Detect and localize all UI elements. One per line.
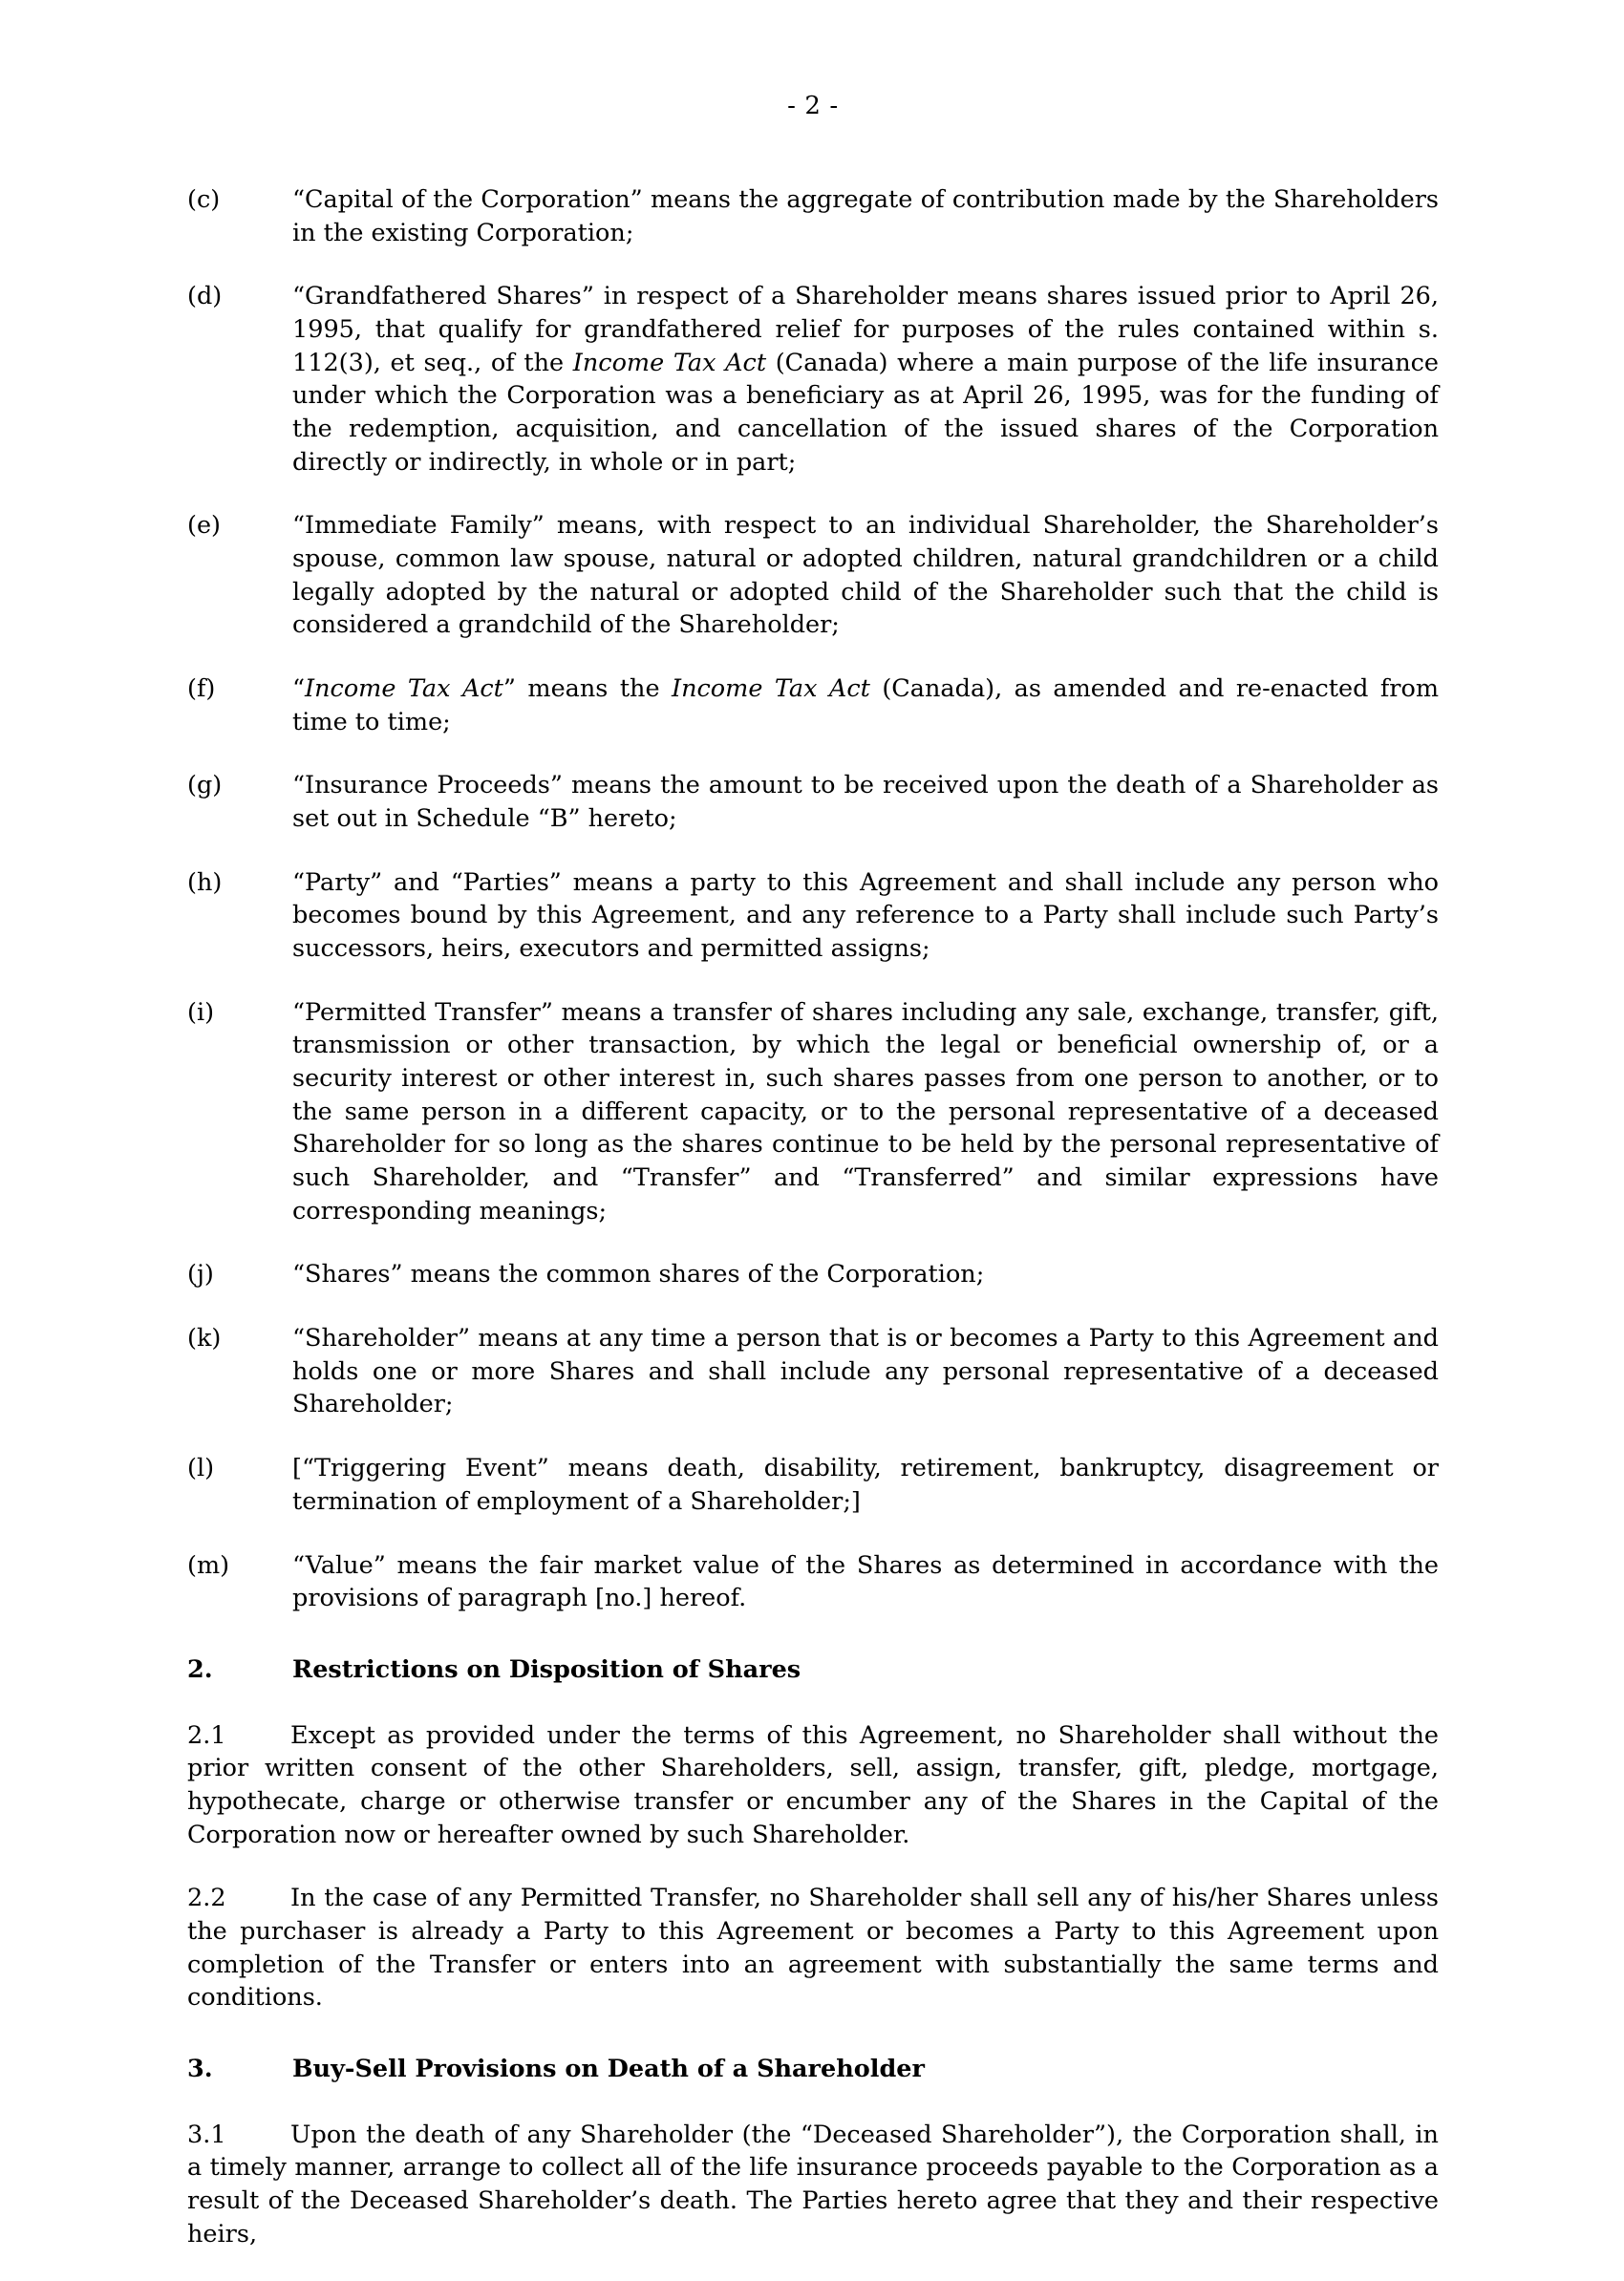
paragraph-2-1 — [187, 1719, 1439, 1852]
section-3-number: 3. — [187, 2054, 213, 2083]
clause-item — [187, 866, 1439, 966]
paragraph-2-2-number: 2.2 — [187, 1884, 226, 1913]
section-2-title: Restrictions on Disposition of Shares — [292, 1654, 801, 1684]
clause-label: (i) — [187, 997, 215, 1027]
clause-text — [292, 672, 1439, 738]
clause-text: “Permitted Transfer” means a transfer of shares including any sale, exchange, transfer, gift, transmission or other transaction, by which the legal or beneficial ownership of, or a security interest or other interest in, such shares passes from one person to another, or to the same person in a different capacity, or to the personal representative of a deceased Shareholder for so long as the shares continue to be held by the personal representative of such Shareholder, and “Transfer” and “Transferred” and similar expressions have corresponding meanings; — [292, 997, 1439, 1226]
clause-text-italic-run: Income Tax Act — [305, 674, 503, 704]
clause-item — [187, 280, 1439, 479]
clause-text-run: (Canada) where a main purpose of the life insurance under which the Corporation was a beneficiary as at April 26, 1995, was for the funding of the redemption, acquisition, and cancellation of the issued shares of the Corporation directly or indirectly, in whole or in part; — [292, 348, 1440, 477]
paragraph-3-1-number: 3.1 — [187, 2120, 226, 2149]
clause-item — [187, 1549, 1439, 1615]
clause-item — [187, 769, 1439, 835]
clause-item — [187, 996, 1439, 1228]
section-heading-3 — [187, 2053, 1439, 2086]
clause-label: (m) — [187, 1550, 230, 1580]
clause-text — [292, 280, 1439, 479]
section-heading-2 — [187, 1653, 1439, 1687]
clause-label: (j) — [187, 1260, 214, 1290]
definitions-clause-list — [187, 183, 1439, 1615]
clause-item — [187, 509, 1439, 642]
clause-text-italic-run: Income Tax Act — [572, 348, 767, 377]
clause-text: “Shareholder” means at any time a person that is or becomes a Party to this Agreement and holds one or more Shares and shall include any personal representative of a deceased Shareholder; — [292, 1324, 1439, 1419]
clause-label: (e) — [187, 511, 221, 541]
clause-text: “Capital of the Corporation” means the aggregate of contribution made by the Shareholders in the existing Corporation; — [292, 185, 1439, 247]
clause-label: (f) — [187, 674, 216, 704]
paragraph-3-1 — [187, 2119, 1439, 2251]
page-number-header: - 2 - — [787, 92, 839, 120]
clause-item — [187, 183, 1439, 249]
clause-text-run: “ — [292, 674, 306, 704]
clause-text-run: ” means the — [502, 674, 673, 704]
clause-item — [187, 1322, 1439, 1421]
clause-text-italic-run: Income Tax Act — [672, 674, 870, 704]
paragraph-2-2-text: In the case of any Permitted Transfer, no Shareholder shall sell any of his/her Shares unless the purchaser is already a Party to this Agreement or becomes a Party to this Agreement upon completion of the Transfer or enters into an agreement with substantially the same terms and conditions. — [187, 1884, 1439, 2013]
clause-text: “Immediate Family” means, with respect to an individual Shareholder, the Shareholder’s spouse, common law spouse, natural or adopted children, natural grandchildren or a child legally adopted by the natural or adopted child of the Shareholder such that the child is considered a grandchild of the Shareholder; — [292, 511, 1439, 640]
clause-item — [187, 1452, 1439, 1518]
clause-label: (l) — [187, 1454, 215, 1483]
clause-text: “Value” means the fair market value of the Shares as determined in accordance with the provisions of paragraph [no.] hereof. — [292, 1550, 1439, 1613]
clause-text: “Party” and “Parties” means a party to this Agreement and shall include any person who becomes bound by this Agreement, and any reference to a Party shall include such Party’s successors, heirs, executors and permitted assigns; — [292, 867, 1439, 964]
section-2-number: 2. — [187, 1654, 213, 1684]
paragraph-2-1-text: Except as provided under the terms of this Agreement, no Shareholder shall without the prior written consent of the other Shareholders, sell, assign, transfer, gift, pledge, mortgage, hypothecate, charge or otherwise transfer or encumber any of the Shares in the Capital of the Corporation now or hereafter owned by such Shareholder. — [187, 1720, 1439, 1849]
section-3-title: Buy-Sell Provisions on Death of a Shareholder — [292, 2054, 925, 2083]
clause-text: “Insurance Proceeds” means the amount to be received upon the death of a Shareholder as set out in Schedule “B” hereto; — [292, 771, 1439, 834]
clause-label: (d) — [187, 282, 223, 311]
clause-item — [187, 1258, 1439, 1291]
clause-text: [“Triggering Event” means death, disability, retirement, bankruptcy, disagreement or termination of employment of a Shareholder;] — [292, 1454, 1439, 1516]
clause-label: (c) — [187, 185, 221, 214]
paragraph-2-2 — [187, 1882, 1439, 2015]
clause-label: (h) — [187, 867, 223, 897]
clause-label: (k) — [187, 1324, 222, 1354]
clause-text-run: (Canada), as amended and re-enacted from time to time; — [292, 674, 1440, 736]
page-content — [187, 92, 1439, 2281]
paragraph-3-1-text: Upon the death of any Shareholder (the “Deceased Shareholder”), the Corporation shall, in a timely manner, arrange to collect all of the life insurance proceeds payable to the Corporation as a result of the Deceased Shareholder’s death. The Parties hereto agree that they and their respective heirs, — [187, 2120, 1439, 2249]
clause-text: “Shares” means the common shares of the Corporation; — [292, 1260, 985, 1290]
paragraph-2-1-number: 2.1 — [187, 1720, 226, 1750]
clause-label: (g) — [187, 771, 223, 800]
clause-text-run: “Grandfathered Shares” in respect of a Shareholder means shares issued prior to April 26, 1995, that qualify for grandfathered relief for purposes of the rules contained within s. 112(3), et seq., of the — [292, 282, 1439, 377]
clause-item — [187, 672, 1439, 738]
